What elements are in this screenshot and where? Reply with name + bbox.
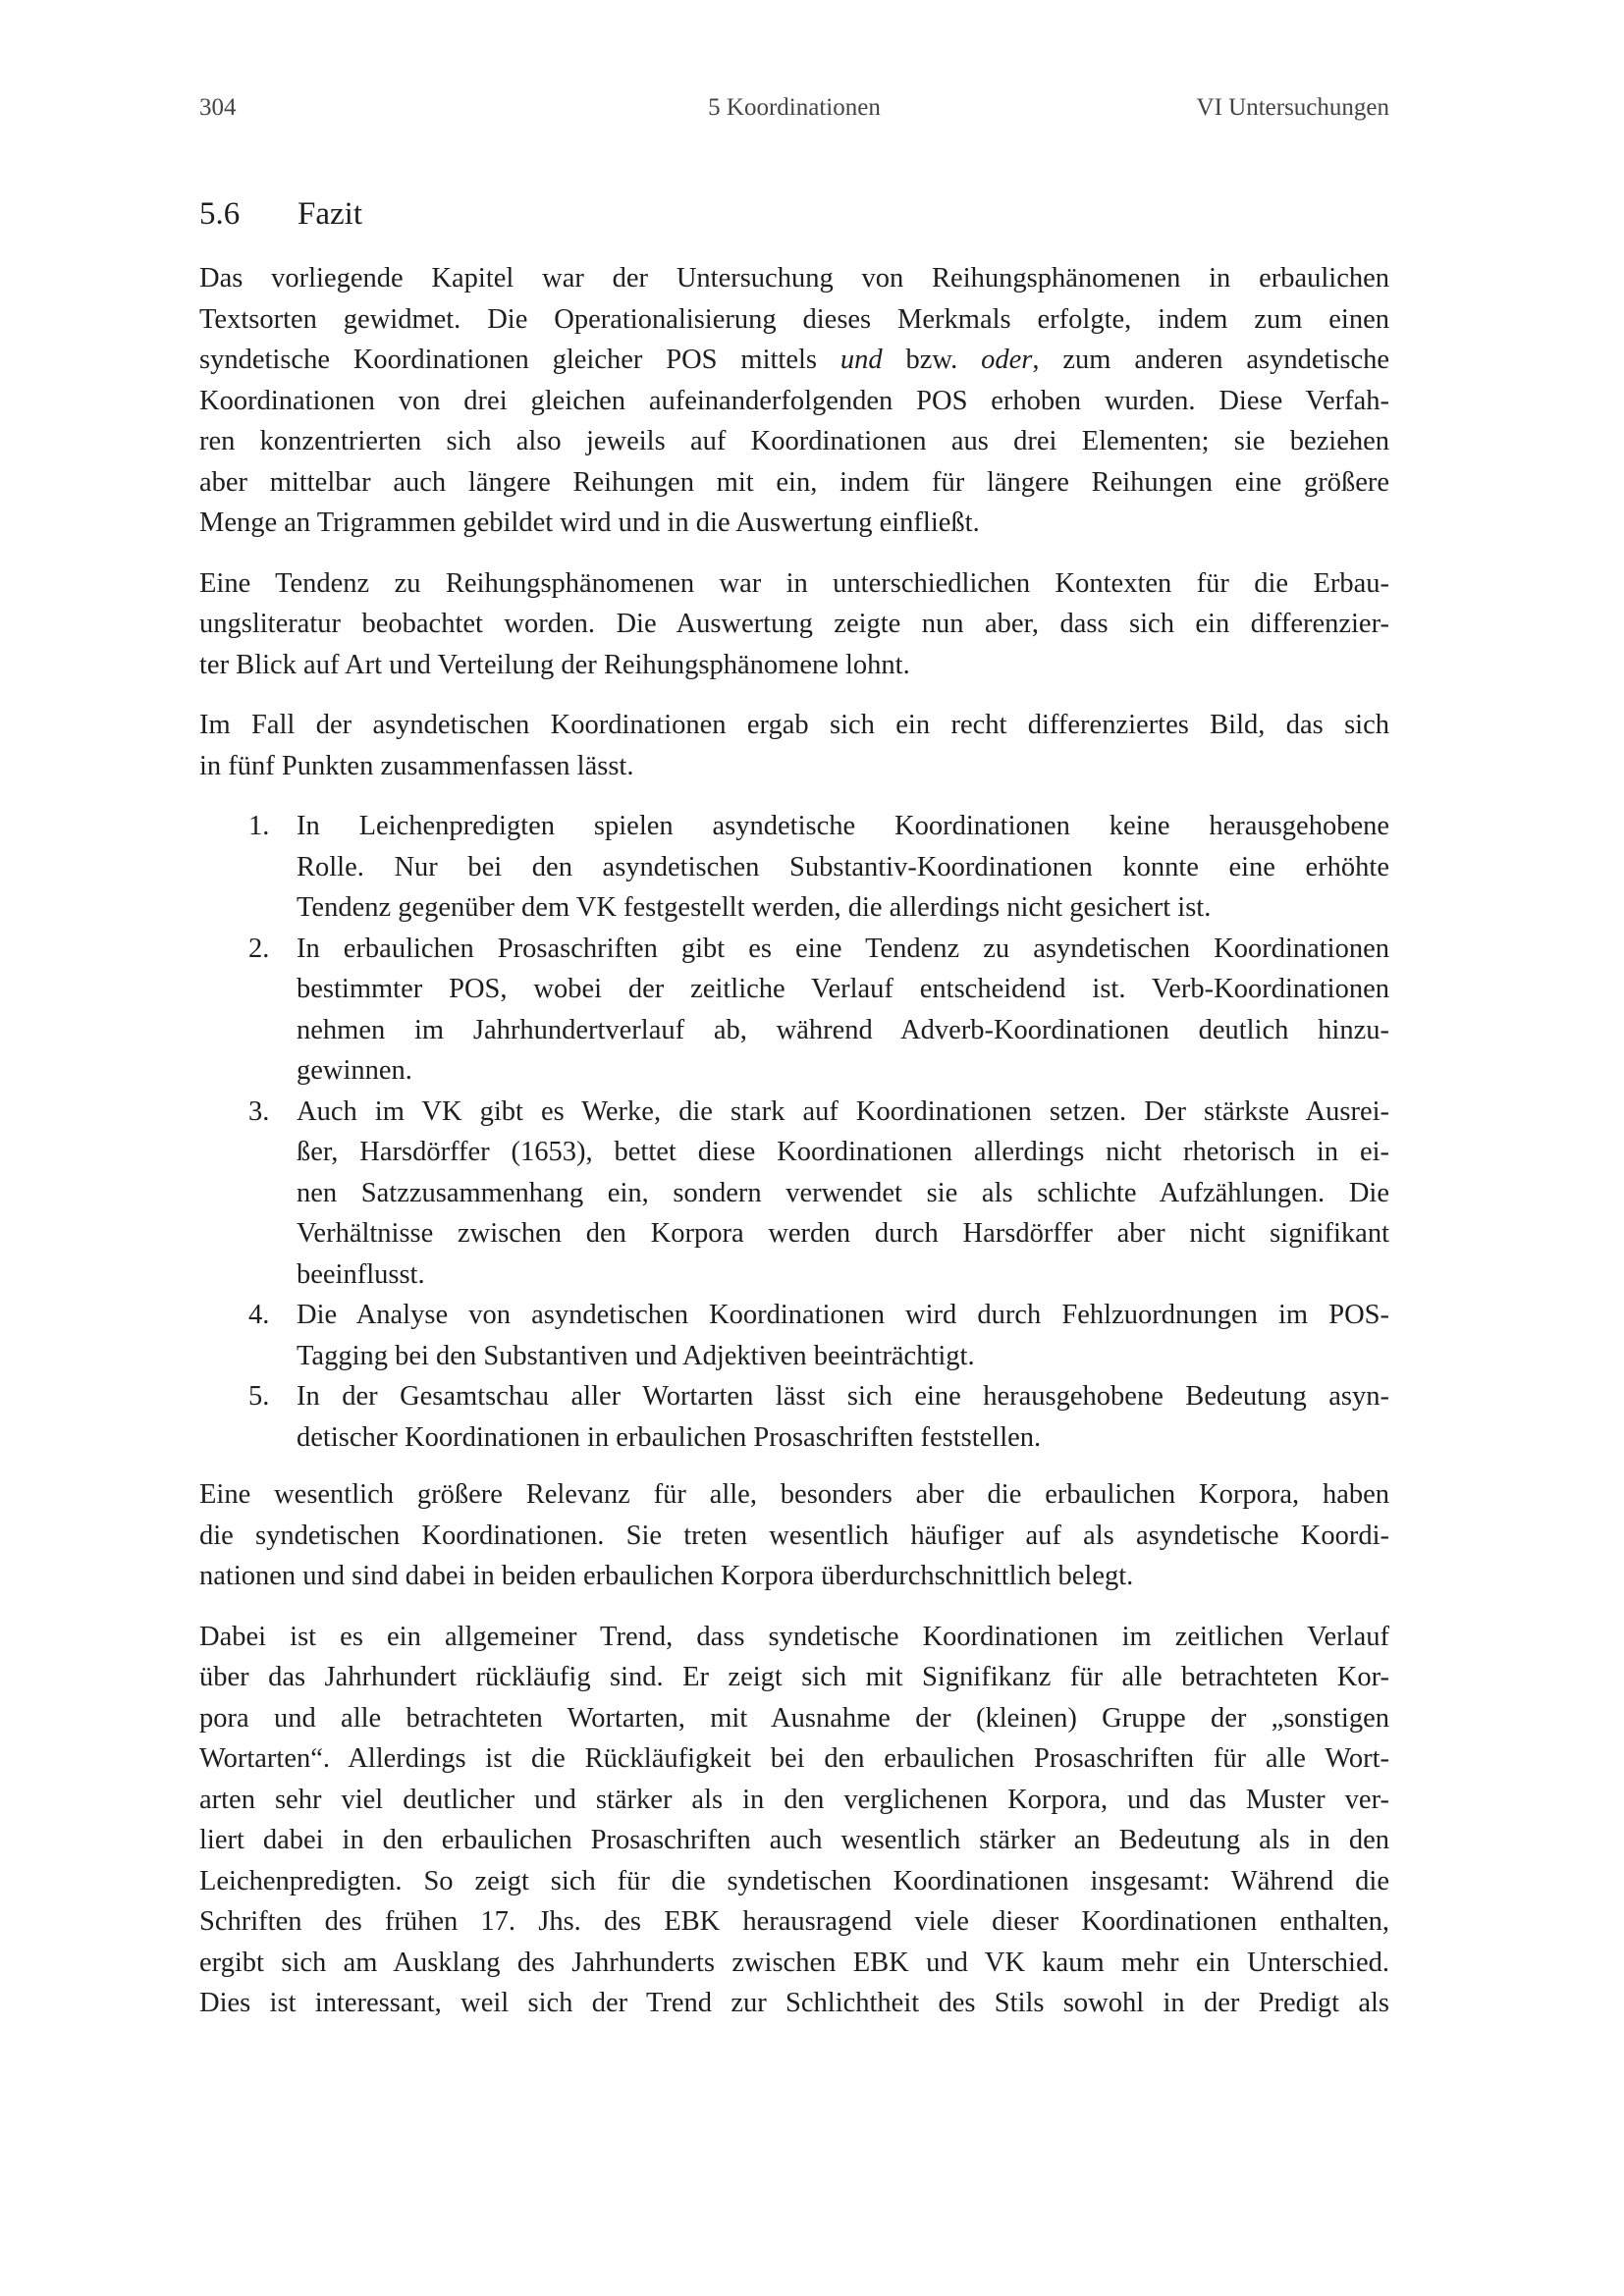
emphasis: und xyxy=(839,345,883,375)
text-line: Rolle. Nur bei den asyndetischen Substantiv-Koordinationen konnte eine erhöhte xyxy=(297,851,1389,882)
text-line: liert dabei in den erbaulichen Prosaschriften auch wesentlich stärker an Bedeutung als in den xyxy=(199,1825,1389,1855)
text-line: ergibt sich am Ausklang des Jahrhunderts zwischen EBK und VK kaum mehr ein Unterschied. xyxy=(199,1947,1389,1978)
text-line: über das Jahrhundert rückläufig sind. Er zeigt sich mit Signifikanz für alle betrachteten Kor- xyxy=(199,1662,1389,1692)
numbered-list xyxy=(199,806,1389,1458)
section-heading xyxy=(199,196,362,233)
text-line: In erbaulichen Prosaschriften gibt es eine Tendenz zu asyndetischen Koordinationen xyxy=(297,933,1389,964)
body-text xyxy=(199,258,1389,2044)
paragraph xyxy=(199,1617,1389,2024)
text-line: nationen und sind dabei in beiden erbaulichen Korpora überdurchschnittlich belegt. xyxy=(199,1561,1134,1591)
section-title: Fazit xyxy=(298,196,362,232)
list-item xyxy=(199,1376,1389,1458)
emphasis: oder xyxy=(981,345,1033,375)
list-number: 5. xyxy=(248,1381,270,1412)
text-line: ter Blick auf Art und Verteilung der Reihungsphänomene lohnt. xyxy=(199,649,910,680)
list-item xyxy=(199,806,1389,929)
text-line: Schriften des frühen 17. Jhs. des EBK herausragend viele dieser Koordinationen enthalten, xyxy=(199,1906,1389,1937)
text-line: Verhältnisse zwischen den Korpora werden durch Harsdörffer aber nicht signifikant xyxy=(297,1218,1389,1249)
text-line: bestimmter POS, wobei der zeitliche Verlauf entscheidend ist. Verb-Koordinationen xyxy=(297,974,1389,1004)
paragraph xyxy=(199,563,1389,686)
text-line: Dabei ist es ein allgemeiner Trend, dass syndetische Koordinationen im zeitlichen Verlauf xyxy=(199,1621,1389,1652)
running-chapter-title: 5 Koordinationen xyxy=(708,94,881,121)
page-number: 304 xyxy=(199,94,237,121)
list-number: 4. xyxy=(248,1300,270,1330)
text-segment: syndetische Koordinationen gleicher POS mittels xyxy=(199,345,840,375)
text-line: In Leichenpredigten spielen asyndetische Koordinationen keine herausgehobene xyxy=(297,811,1389,841)
list-number: 1. xyxy=(248,811,270,841)
text-segment: bzw. xyxy=(882,345,982,375)
text-line xyxy=(199,340,1389,381)
text-line: Eine wesentlich größere Relevanz für alle, besonders aber die erbaulichen Korpora, haben xyxy=(199,1479,1389,1510)
running-header xyxy=(199,94,1389,130)
text-line: Im Fall der asyndetischen Koordinationen ergab sich ein recht differenziertes Bild, das sich xyxy=(199,710,1389,740)
text-line: aber mittelbar auch längere Reihungen mit ein, indem für längere Reihungen eine größere xyxy=(199,466,1389,498)
paragraph xyxy=(199,1474,1389,1597)
text-line: Wortarten“. Allerdings ist die Rückläufigkeit bei den erbaulichen Prosaschriften für alle Wort- xyxy=(199,1743,1389,1774)
text-line: Das vorliegende Kapitel war der Untersuchung von Reihungsphänomenen in erbaulichen xyxy=(199,263,1389,294)
text-line: Tendenz gegenüber dem VK festgestellt werden, die allerdings nicht gesichert ist. xyxy=(297,892,1212,923)
text-line: Textsorten gewidmet. Die Operationalisierung dieses Merkmals erfolgte, indem zum einen xyxy=(199,303,1389,335)
list-item xyxy=(199,1295,1389,1376)
text-line: Dies ist interessant, weil sich der Trend zur Schlichtheit des Stils sowohl in der Predigt als xyxy=(199,1988,1389,2018)
text-line: beeinflusst. xyxy=(297,1258,425,1290)
list-number: 2. xyxy=(248,933,270,964)
text-line: arten sehr viel deutlicher und stärker als in den verglichenen Korpora, und das Muster ver- xyxy=(199,1784,1389,1815)
section-number: 5.6 xyxy=(199,196,241,232)
text-segment: , zum anderen asyndetische xyxy=(1032,345,1389,375)
text-line: pora und alle betrachteten Wortarten, mit Ausnahme der (kleinen) Gruppe der „sonstigen xyxy=(199,1702,1389,1734)
text-line: in fünf Punkten zusammenfassen lässt. xyxy=(199,750,634,781)
text-line: Menge an Trigrammen gebildet wird und in die Auswertung einfließt. xyxy=(199,507,980,538)
paragraph xyxy=(199,705,1389,786)
text-line: Auch im VK gibt es Werke, die stark auf Koordinationen setzen. Der stärkste Ausrei- xyxy=(297,1095,1389,1127)
text-line: die syndetischen Koordinationen. Sie treten wesentlich häufiger auf als asyndetische Koordi- xyxy=(199,1520,1389,1551)
text-line: ungsliteratur beobachtet worden. Die Auswertung zeigte nun aber, dass sich ein differenzier- xyxy=(199,609,1389,639)
text-line: Tagging bei den Substantiven und Adjektiven beeinträchtigt. xyxy=(297,1340,975,1371)
text-line: ßer, Harsdörffer (1653), bettet diese Koordinationen allerdings nicht rhetorisch in ei- xyxy=(297,1137,1389,1167)
list-item xyxy=(199,1092,1389,1296)
list-number: 3. xyxy=(248,1095,270,1127)
running-part-title: VI Untersuchungen xyxy=(1196,94,1389,121)
text-line: Die Analyse von asyndetischen Koordinationen wird durch Fehlzuordnungen im POS- xyxy=(297,1300,1389,1330)
text-line: In der Gesamtschau aller Wortarten lässt sich eine herausgehobene Bedeutung asyn- xyxy=(297,1381,1389,1412)
text-line: nehmen im Jahrhundertverlauf ab, während Adverb-Koordinationen deutlich hinzu- xyxy=(297,1014,1389,1045)
list-item xyxy=(199,929,1389,1092)
text-line: gewinnen. xyxy=(297,1055,412,1086)
text-line: Eine Tendenz zu Reihungsphänomenen war in unterschiedlichen Kontexten für die Erbau- xyxy=(199,567,1389,599)
text-line: detischer Koordinationen in erbaulichen Prosaschriften feststellen. xyxy=(297,1421,1042,1453)
paragraph xyxy=(199,258,1389,544)
text-line: Leichenpredigten. So zeigt sich für die syndetischen Koordinationen insgesamt: Während die xyxy=(199,1865,1389,1896)
text-line: nen Satzzusammenhang ein, sondern verwendet sie als schlichte Aufzählungen. Die xyxy=(297,1177,1389,1208)
text-line: Koordinationen von drei gleichen aufeinanderfolgenden POS erhoben wurden. Diese Verfah- xyxy=(199,385,1389,416)
text-line: ren konzentrierten sich also jeweils auf Koordinationen aus drei Elementen; sie beziehen xyxy=(199,426,1389,456)
